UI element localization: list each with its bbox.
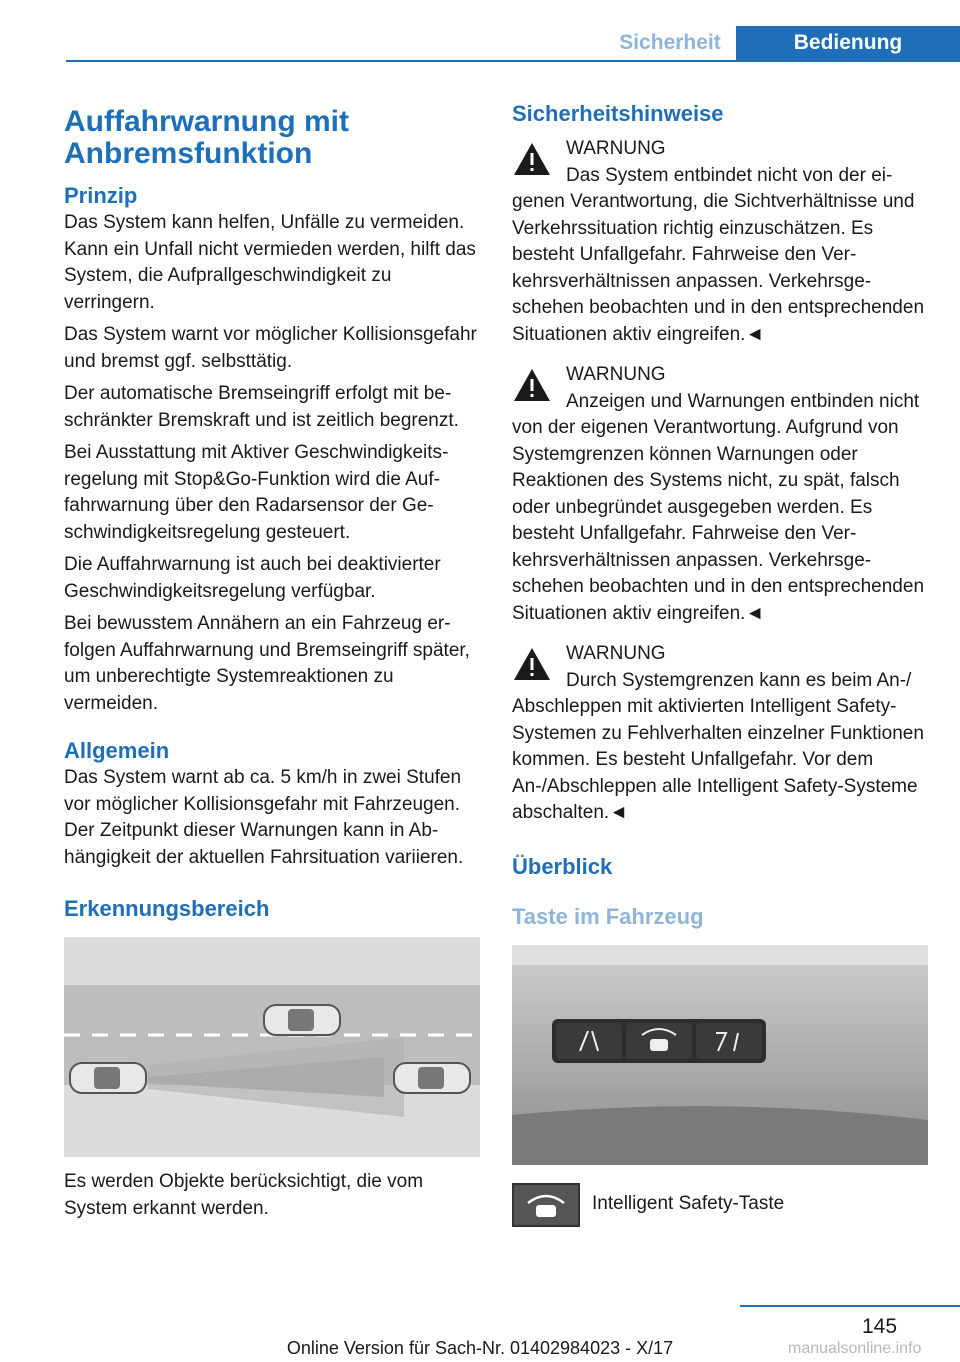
warning-label: WARNUNG — [566, 643, 666, 664]
paragraph: Das System warnt ab ca. 5 km/h in zwei Stufen vor möglicher Kollisionsgefahr mit Fahrzeugen. Der Zeitpunkt dieser Warnungen kann in Abhängigkeit der aktuellen Fahrsituation variieren. — [64, 767, 464, 868]
section-heading-detection-range: Erkennungsbereich — [64, 896, 270, 921]
tab-operation[interactable]: Bedienung — [736, 26, 960, 62]
lane-assist-icon — [556, 1023, 622, 1059]
intelligent-safety-icon — [626, 1023, 692, 1059]
section-heading-general: Allgemein — [64, 738, 170, 763]
warning-text: Das System entbindet nicht von der eigenen Verantwortung, die Sichtverhältnisse und Verkehrssituation richtig einzuschätzen. Es besteht Unfallgefahr. Fahrweise den Verkehrsverhältnissen anpassen. Verkehrsgeschehen beobachten und in den entsprechenden Situationen aktiv eingreifen.◄ — [512, 164, 925, 345]
warning-text: Durch Systemgrenzen kann es beim An-/ Abschleppen mit aktivierten Intelligent Safety-Systemen zu Fehlverhalten einzelner Funktionen kommen. Es besteht Unfallgefahr. Vor dem An-/Abschleppen alle Intelligent Safety-Systeme abschalten.◄ — [512, 669, 924, 823]
section-heading-principle: Prinzip — [64, 183, 138, 208]
watermark: manualsonline.info — [788, 1340, 922, 1357]
warning-text: Anzeigen und Warnungen entbinden nicht von der eigenen Verantwortung. Aufgrund von Systemgrenzen können Warnungen oder Reaktionen des Systems nicht, zu spät, falsch oder unbegründet ausgegeben werden. Es besteht Unfallgefahr. Fahrweise den Verkehrsverhältnissen anpassen. Verkehrsgeschehen beobachten und in den entsprechenden Situationen aktiv eingreifen.◄ — [512, 390, 925, 624]
detection-range-illustration — [64, 937, 480, 1157]
button-caption: Intelligent Safety-Taste — [592, 1193, 785, 1215]
warning-block — [512, 362, 930, 627]
car-adjacent-lane-icon — [264, 1005, 340, 1035]
button-legend — [512, 1183, 930, 1227]
warning-triangle-icon — [512, 645, 552, 683]
warning-triangle-icon — [512, 366, 552, 404]
section-heading-safety-notes: Sicherheitshinweise — [512, 101, 724, 126]
page-number: 145 — [862, 1315, 898, 1338]
warning-label: WARNUNG — [566, 364, 666, 385]
section-heading-overview: Überblick — [512, 853, 613, 879]
tab-safety[interactable]: Sicherheit — [619, 31, 721, 54]
paragraph: Das System kann helfen, Unfälle zu vermeiden. Kann ein Unfall nicht vermieden werden, hilft das System, die Aufprallgeschwindigkeit zu verringern. — [64, 212, 476, 313]
left-column — [64, 100, 482, 1228]
warning-block — [512, 641, 930, 827]
warning-triangle-icon — [512, 140, 552, 178]
lane-departure-icon — [696, 1023, 762, 1059]
subheading-button-in-vehicle: Taste im Fahrzeug — [512, 903, 704, 929]
warning-block — [512, 136, 930, 348]
paragraph: Bei bewusstem Annähern an ein Fahrzeug erfolgen Auffahrwarnung und Bremseingriff später, um unberechtigte Systemreaktionen zu vermeiden. — [64, 613, 470, 714]
paragraph: Bei Ausstattung mit Aktiver Geschwindigkeitsregelung mit Stop&Go-Funktion wird die Auffahrwarnung über den Radarsensor der Geschwindigkeitsregelung gesteuert. — [64, 442, 449, 543]
warning-label: WARNUNG — [566, 138, 666, 159]
right-column — [512, 100, 930, 1227]
paragraph: Das System warnt vor möglicher Kollisionsgefahr und bremst ggf. selbsttätig. — [64, 324, 477, 372]
intelligent-safety-button-icon — [512, 1183, 580, 1227]
car-ego-icon — [70, 1063, 146, 1093]
page-title: Auffahrwarnung mit Anbremsfunktion — [64, 105, 349, 170]
footer-rule — [740, 1305, 960, 1307]
road-diagram-icon — [64, 937, 480, 1157]
button-panel-photo — [512, 945, 928, 1165]
paragraph: Der automatische Bremseingriff erfolgt mit beschränkter Bremskraft und ist zeitlich begrenzt. — [64, 383, 459, 431]
online-version-note: Online Version für Sach-Nr. 01402984023 - X/17 — [286, 1338, 674, 1358]
paragraph: Die Auffahrwarnung ist auch bei deaktivierter Geschwindigkeitsregelung verfügbar. — [64, 554, 441, 602]
figure-caption: Es werden Objekte berücksichtigt, die vom System erkannt werden. — [64, 1171, 424, 1219]
car-ahead-icon — [394, 1063, 470, 1093]
